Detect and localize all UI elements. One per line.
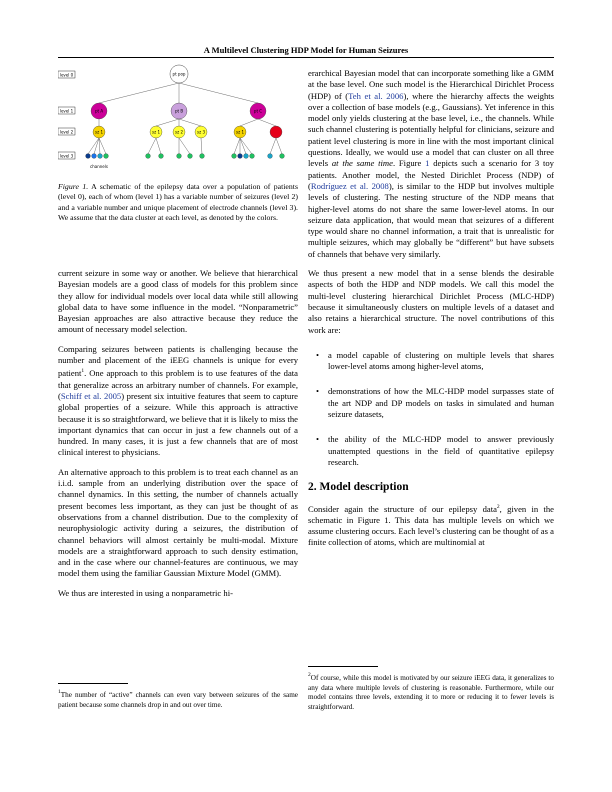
left-p2-b: . One approach to this problem is to use features of the data that generalize across an arbitrary number of channels. For example, ( (58, 368, 298, 401)
left-p2-c: ) present six intuitive features that seem to capture global properties of a seizure. While this approach is attractive because it is so straightforward, we believe that it is likely to miss the important dynamics that can occur in just a few channels out of a hundred. In many cases, it is just a few channels that are of most clinical interest to physicians. (58, 390, 298, 458)
contribution-item (308, 386, 554, 420)
right-p1-c: . Figure (392, 158, 426, 169)
channel-node (188, 154, 193, 159)
root-node-label: pt pop (172, 71, 186, 77)
citation-schiff[interactable]: Schiff et al. 2005 (60, 390, 122, 401)
right-column (308, 68, 554, 549)
right-p1-e: ), is similar to the HDP but involves multiple levels of clustering. The nesting structure of the NDP means that higher-level atoms do not share the same lower-level atoms. In our seizure data application, that would mean that seizures of a different type would share no channel information, a trait that is unrealistic for multiple seizures, which may globally be “different” but have subsets of channels that behave very similarly. (308, 180, 554, 259)
channel-node (232, 154, 237, 159)
footnote-1-text: The number of “active” channels can even vary between seizures of the same patient because some channels drop in and out over time. (58, 691, 298, 709)
left-column-body (58, 268, 298, 599)
seizure-node (270, 126, 282, 138)
channel-node (268, 154, 273, 159)
tree-edges (88, 83, 282, 154)
level-label: level 2 (59, 129, 74, 135)
footnote-rule (308, 666, 378, 667)
right-p1-b: ), where the hierarchy affects the weights over a collection of base models (e.g., Gaussians). Yet inference in this model only yields clustering at the base level, i.e., the channels. While such channel clustering is potentially helpful for clinicians, seizure and patient level clustering is more in line with the most important clinical questions. Ideally, we would use a model that can cluster on all three levels (308, 90, 554, 169)
footnote-rule (58, 683, 128, 684)
left-column (58, 182, 298, 224)
right-footnotes (308, 666, 554, 712)
channel-node (146, 154, 151, 159)
figure-caption-text: A schematic of the epilepsy data over a population of patients (level 0), each of whom (level 1) has a variable number of seizures (level 2) and a variable number and unique placement of electrode channels (level 3). We assume that the data cluster at each level, as denoted by the colors. (58, 182, 298, 223)
seizure-node-label: sz 3 (197, 129, 205, 135)
level-label: level 1 (59, 108, 74, 114)
left-paragraph-4: We thus are interested in using a nonparametric hi- (58, 587, 233, 598)
patient-node-label: pt C (253, 108, 263, 114)
right-p1-d: depicts such a scenario for 3 toy patients. Another model, the Nested Dirichlet Process (NDP) of ( (308, 158, 554, 191)
footnote-2 (308, 671, 554, 712)
patient-node-label: pt B (174, 108, 184, 114)
patient-node-label: pt A (94, 108, 104, 114)
footnote-1 (58, 688, 298, 710)
level-labels (58, 71, 75, 159)
contribution-item (308, 434, 554, 468)
contribution-text: the ability of the MLC-HDP model to answer previously unattempted questions in the field of quantitative epilepsy research. (328, 434, 554, 467)
channel-node (250, 154, 255, 159)
contribution-item (308, 350, 554, 373)
level-label: level 3 (59, 153, 74, 159)
figure-caption (58, 182, 298, 224)
bullet-icon: • (316, 386, 320, 397)
left-p2-a: Comparing seizures between patients is challenging because the number and placement of the iEEG channels is unique for every patient (58, 343, 298, 379)
footnote-2-number: 2 (308, 672, 311, 678)
bullet-icon: • (316, 349, 320, 360)
seizure-node-label: sz 1 (152, 129, 160, 135)
channel-node (238, 154, 243, 159)
channel-node (200, 154, 205, 159)
section-heading: 2. Model description (308, 481, 409, 494)
figure-ref-1[interactable]: 1 (425, 158, 430, 169)
left-footnotes (58, 683, 298, 710)
contribution-text: a model capable of clustering on multiple levels that shares lower-level atoms among higher-level atoms, (328, 349, 554, 372)
right-p1-a: erarchical Bayesian model that can incorporate something like a GMM at the base level. One such model is the Hierarchical Dirichlet Process (HDP) of ( (308, 68, 554, 101)
channel-node (92, 154, 97, 159)
right-p1-emph: at the same time (331, 158, 393, 169)
seizure-node-label: sz 1 (95, 129, 103, 135)
tree-nodes (86, 65, 285, 169)
footnote-1-number: 1 (58, 689, 61, 695)
contribution-text: demonstrations of how the MLC-HDP model surpasses state of the art NDP and DP models on tasks in simulated and human seizure datasets, (328, 386, 554, 420)
bullet-icon: • (316, 434, 320, 445)
channel-node (244, 154, 249, 159)
citation-rodriguez[interactable]: Rodríguez et al. 2008 (310, 180, 389, 191)
channel-node (280, 154, 285, 159)
right-paragraph-3 (308, 502, 554, 549)
figure-caption-label: Figure 1. (58, 182, 89, 191)
figure-1-schematic (58, 62, 294, 182)
channel-node (86, 154, 91, 159)
right-paragraph-2: We thus present a new model that in a sense blends the desirable aspects of both the HDP and NDP models. We call this model the multi-level clustering hierarchical Dirichlet Process (MLC-HDP) because it simultaneously clusters on multiple levels of a dataset and also retains a hierarchical structure. The novel contributions of this work are: (308, 268, 554, 335)
contributions-list (308, 350, 554, 468)
left-paragraph-3: An alternative approach to this problem is to treat each channel as an i.i.d. sample from an underlying distribution over the space of channel dynamics. In this setting, the number of channels actually present becomes less important, as they can just be thought of as observations from a channel distribution. Due to the complexity of neurophysiologic activity during a seizures, the distribution of channel behaviors will almost certainly be multi-modal. Mixture models are a straightforward approach to such density estimation, and in the case where our channel-features are continuous, we may model them using the familiar Gaussian Mixture Model (GMM). (58, 466, 298, 579)
channels-label: channels (90, 164, 108, 169)
channel-node (98, 154, 103, 159)
footnote-ref-2[interactable]: 2 (496, 503, 500, 510)
footnote-2-text: Of course, while this model is motivated by our seizure iEEG data, it generalizes to any data where multiple levels of clustering is reasonable. Furthermore, while our model contains three levels, extending it to more or reducing it to fewer levels is straightforward. (308, 674, 554, 711)
channel-node (159, 154, 164, 159)
right-p3-b: , given in the schematic in Figure 1. This data has multiple levels on which we assume clustering occurs. Each level’s clustering can be thought of as a finite collection of atoms, which are multinomial at (308, 503, 554, 548)
title-rule (58, 57, 554, 58)
footnote-ref-1[interactable]: 1 (81, 368, 85, 375)
seizure-node-label: sz 1 (236, 129, 244, 135)
level-label: level 0 (59, 72, 74, 78)
right-p3-a: Consider again the structure of our epilepsy data (308, 503, 497, 514)
channel-node (104, 154, 109, 159)
channel-node (177, 154, 182, 159)
left-paragraph-1: current seizure in some way or another. We believe that hierarchical Bayesian models are a good class of models for this problem since they allow for individual models over local data while still allowing global data to have some influence in the model. “Nonparametric” Bayesian approaches are also attractive because they reduce the amount of necessary model selection. (58, 268, 298, 335)
seizure-node-label: sz 2 (175, 129, 183, 135)
citation-teh[interactable]: Teh et al. 2006 (348, 90, 404, 101)
right-paragraph-1 (308, 68, 554, 260)
left-paragraph-2 (58, 344, 298, 459)
running-title: A Multilevel Clustering HDP Model for Human Seizures (203, 45, 409, 55)
